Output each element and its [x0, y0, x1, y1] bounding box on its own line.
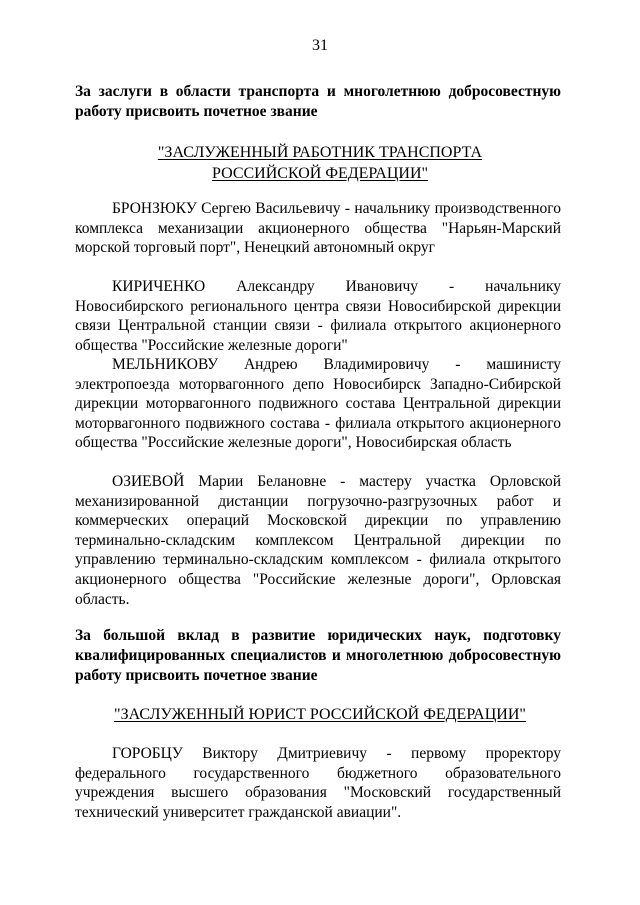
section-2-title-line-1: "ЗАСЛУЖЕННЫЙ ЮРИСТ РОССИЙСКОЙ ФЕДЕРАЦИИ" [114, 706, 526, 723]
section-1-title [60, 142, 580, 184]
section-1-title-line-1: "ЗАСЛУЖЕННЫЙ РАБОТНИК ТРАНСПОРТА [157, 144, 483, 161]
section-2-intro: За большой вклад в развитие юридических наук, подготовку квалифицированных специалистов и многолетнюю добросовестную работу присвоить почетное звание [75, 627, 561, 684]
award-entry-melnikov: МЕЛЬНИКОВУ Андрею Владимировичу - машинисту электропоезда моторвагонного депо Новосибирск Западно-Сибирской дирекции моторвагонного подвижного состава Центральной дирекции моторвагонного подвижного состава - филиала открытого акционерного общества "Российские железные дороги", Новосибирская область [75, 356, 561, 452]
section-1-intro: За заслуги в области транспорта и многолетнюю добросовестную работу присвоить почетное звание [75, 83, 561, 120]
award-entry-ozieva: ОЗИЕВОЙ Марии Белановне - мастеру участка Орловской механизированной дистанции погрузочно-разгрузочных работ и коммерческих операций Московской дирекции по управлению терминально-складским комплексом Центральной дирекции по управлению терминально-складским комплексом - филиала открытого акционерного общества "Российские железные дороги", Орловская область. [75, 473, 561, 608]
section-2-title [60, 704, 580, 725]
award-entry-gorobets: ГОРОБЦУ Виктору Дмитриевичу - первому проректору федерального государственного бюджетного образовательного учреждения высшего образования "Московский государственный технический университет гражданской авиации". [75, 745, 561, 821]
section-1-title-line-2: РОССИЙСКОЙ ФЕДЕРАЦИИ" [211, 165, 429, 182]
award-entry-bronzyuk: БРОНЗЮКУ Сергею Васильевичу - начальнику производственного комплекса механизации акционерного общества "Нарьян-Марский морской торговый порт", Ненецкий автономный округ [75, 200, 561, 257]
page-number: 31 [312, 37, 328, 54]
award-entry-kirichenko: КИРИЧЕНКО Александру Ивановичу - начальнику Новосибирского регионального центра связи Новосибирской дирекции связи Центральной станции связи - филиала открытого акционерного общества "Российские железные дороги" [75, 278, 561, 354]
